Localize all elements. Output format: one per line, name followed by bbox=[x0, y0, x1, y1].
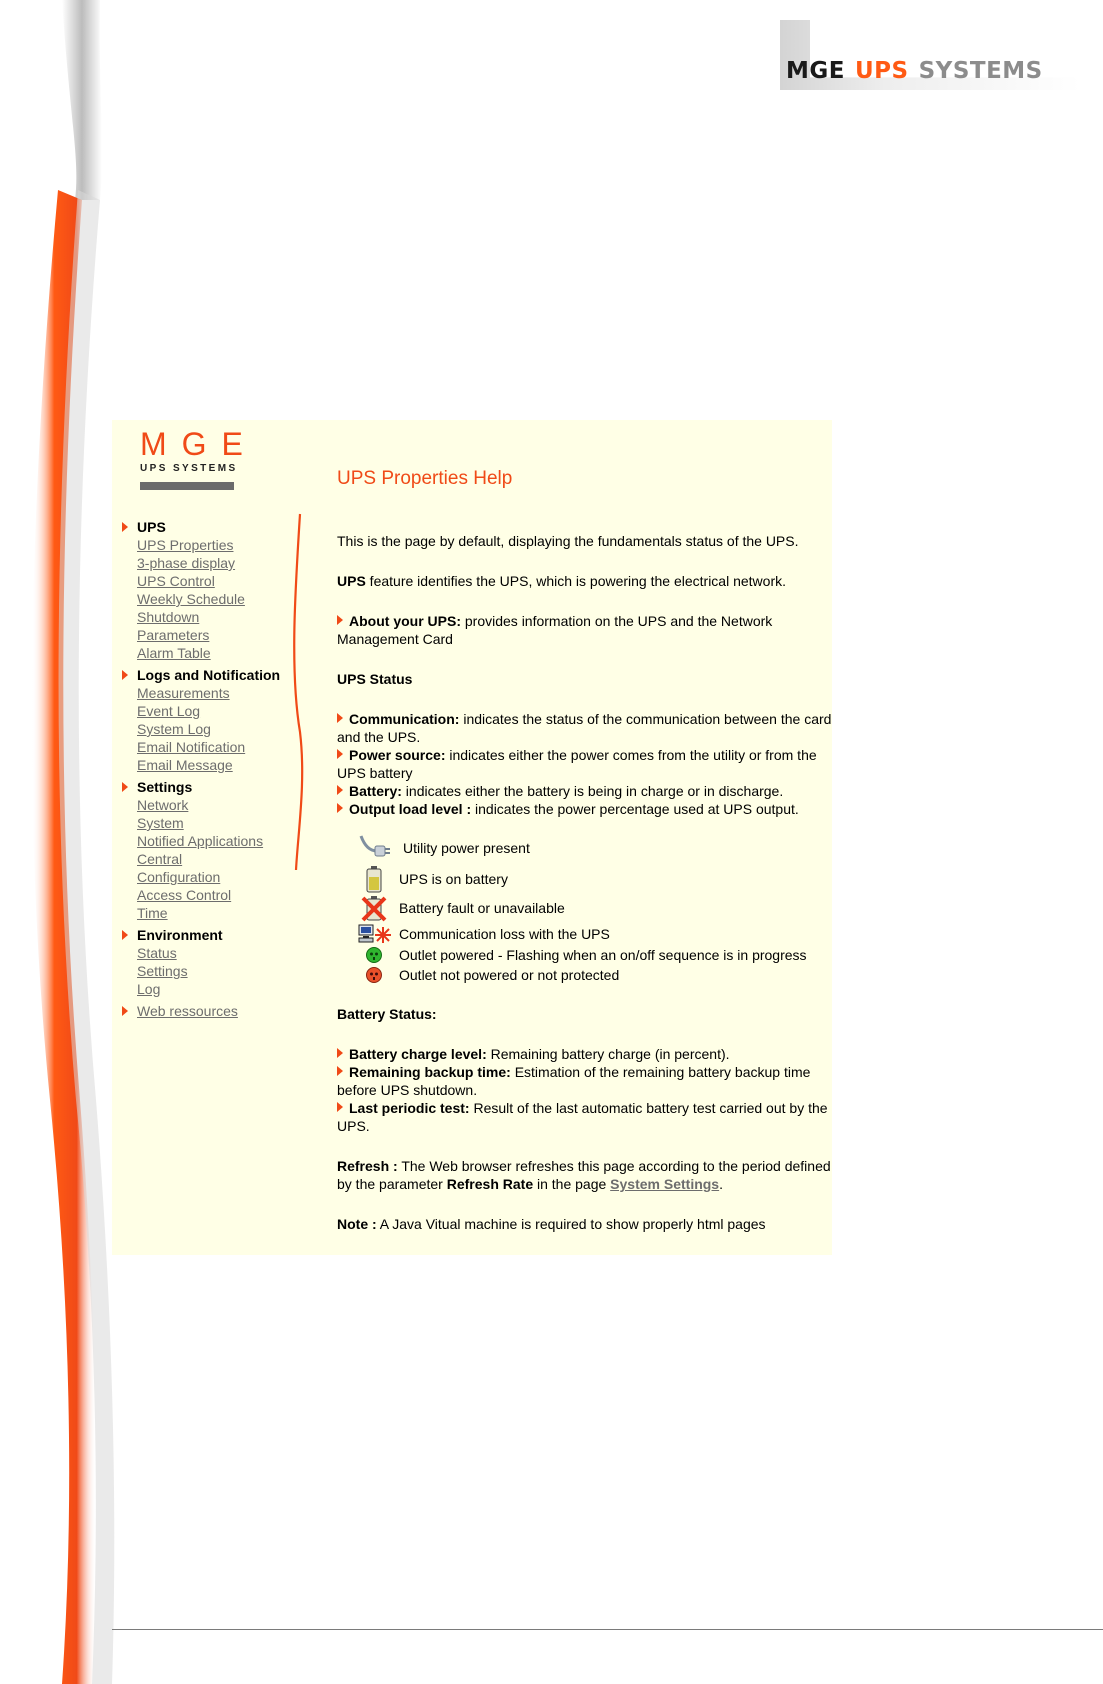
nav-link-access-control[interactable]: Access Control bbox=[137, 887, 232, 903]
legend-on-battery-label: UPS is on battery bbox=[399, 870, 508, 887]
nav-link-central[interactable]: Central bbox=[137, 851, 183, 867]
backup-time-description: Remaining backup time: Estimation of the remaining battery backup time before UPS shutdown. bbox=[337, 1064, 811, 1098]
system-settings-link[interactable]: System Settings bbox=[610, 1176, 720, 1192]
nav-link-web-ressources[interactable]: Web ressources bbox=[137, 1003, 238, 1019]
battery-fault-icon bbox=[349, 894, 399, 922]
page-title: UPS Properties Help bbox=[337, 468, 513, 489]
ups-description: UPS feature identifies the UPS, which is powering the electrical network. bbox=[337, 573, 787, 589]
nav-link-shutdown[interactable]: Shutdown bbox=[137, 609, 200, 625]
nav-section-logs bbox=[120, 666, 310, 774]
legend-row-outlet-off bbox=[349, 965, 837, 985]
help-panel bbox=[112, 420, 832, 1255]
panel-logo-mge: MGE bbox=[140, 426, 258, 462]
bullet-arrow-icon bbox=[337, 803, 343, 813]
status-icon-legend bbox=[349, 832, 837, 985]
header-logo-text bbox=[786, 58, 1043, 84]
nav-link-event-log[interactable]: Event Log bbox=[137, 703, 201, 719]
power-source-description: Power source: indicates either the power comes from the utility or from the UPS battery bbox=[337, 747, 817, 781]
legend-row-on-battery bbox=[349, 864, 837, 893]
panel-logo bbox=[140, 426, 258, 495]
nav-head-ups: UPS bbox=[120, 518, 310, 536]
arrow-icon bbox=[122, 522, 128, 532]
communication-loss-icon bbox=[349, 923, 399, 945]
battery-charge-description: Battery charge level: Remaining battery charge (in percent). bbox=[337, 1045, 837, 1063]
header-logo bbox=[780, 20, 1080, 90]
arrow-icon bbox=[122, 670, 128, 680]
legend-row-outlet-on bbox=[349, 945, 837, 965]
logo-ups: UPS bbox=[854, 58, 909, 84]
nav-section-settings bbox=[120, 778, 310, 922]
nav-link-email-notification[interactable]: Email Notification bbox=[137, 739, 246, 755]
arrow-icon bbox=[122, 782, 128, 792]
nav-item-web-ressources bbox=[120, 1002, 310, 1020]
legend-row-utility bbox=[349, 832, 837, 864]
nav-section-environment bbox=[120, 926, 310, 998]
nav-link-system-log[interactable]: System Log bbox=[137, 721, 211, 737]
nav-link-network[interactable]: Network bbox=[137, 797, 189, 813]
battery-description: Battery: indicates either the battery is being in charge or in discharge. bbox=[337, 782, 837, 800]
legend-outlet-on-label: Outlet powered - Flashing when an on/off sequence is in progress bbox=[399, 947, 807, 963]
logo-systems: SYSTEMS bbox=[918, 58, 1043, 84]
nav-head-logs: Logs and Notification bbox=[120, 666, 310, 684]
left-decorative-swoosh bbox=[0, 0, 120, 1684]
nav-link-weekly-schedule[interactable]: Weekly Schedule bbox=[137, 591, 245, 607]
legend-comm-loss-label: Communication loss with the UPS bbox=[399, 925, 610, 942]
nav-link-3-phase-display[interactable]: 3-phase display bbox=[137, 555, 236, 571]
legend-utility-label: Utility power present bbox=[403, 840, 530, 856]
nav-section-ups bbox=[120, 518, 310, 662]
nav-link-measurements[interactable]: Measurements bbox=[137, 685, 230, 701]
sidebar-nav bbox=[120, 518, 310, 1020]
panel-logo-bar bbox=[140, 482, 234, 490]
nav-link-ups-control[interactable]: UPS Control bbox=[137, 573, 215, 589]
bullet-arrow-icon bbox=[337, 749, 343, 759]
bullet-arrow-icon bbox=[337, 615, 343, 625]
bullet-arrow-icon bbox=[337, 1066, 343, 1076]
arrow-icon bbox=[122, 930, 128, 940]
utility-plug-icon bbox=[349, 833, 399, 863]
nav-link-parameters[interactable]: Parameters bbox=[137, 627, 210, 643]
bullet-arrow-icon bbox=[337, 1048, 343, 1058]
bullet-arrow-icon bbox=[337, 785, 343, 795]
nav-head-settings: Settings bbox=[120, 778, 310, 796]
logo-mge: MGE bbox=[786, 58, 845, 84]
intro-text: This is the page by default, displaying the fundamentals status of the UPS. bbox=[337, 533, 799, 549]
outlet-not-powered-icon bbox=[349, 966, 399, 984]
legend-row-fault bbox=[349, 893, 837, 922]
arrow-icon bbox=[122, 1006, 128, 1016]
nav-link-ups-properties[interactable]: UPS Properties bbox=[137, 537, 234, 553]
periodic-test-description: Last periodic test: Result of the last automatic battery test carried out by the UPS. bbox=[337, 1100, 828, 1134]
nav-link-env-status[interactable]: Status bbox=[137, 945, 177, 961]
bullet-arrow-icon bbox=[337, 713, 343, 723]
ups-status-heading: UPS Status bbox=[337, 671, 413, 687]
nav-link-alarm-table[interactable]: Alarm Table bbox=[137, 645, 211, 661]
nav-link-configuration[interactable]: Configuration bbox=[137, 869, 221, 885]
battery-status-heading: Battery Status: bbox=[337, 1006, 437, 1022]
battery-icon bbox=[349, 865, 399, 893]
refresh-description: Refresh : The Web browser refreshes this page according to the period defined by the parameter Refresh Rate in the page System Settings. bbox=[337, 1158, 831, 1192]
help-content bbox=[337, 468, 837, 1255]
legend-fault-label: Battery fault or unavailable bbox=[399, 899, 565, 916]
outlet-powered-icon bbox=[349, 946, 399, 964]
nav-link-time[interactable]: Time bbox=[137, 905, 168, 921]
bullet-arrow-icon bbox=[337, 1102, 343, 1112]
nav-link-email-message[interactable]: Email Message bbox=[137, 757, 233, 773]
footer-divider bbox=[112, 1629, 1103, 1630]
communication-description: Communication: indicates the status of the communication between the card and the UPS. bbox=[337, 711, 832, 745]
about-ups-description: About your UPS: provides information on the UPS and the Network Management Card bbox=[337, 613, 773, 647]
output-load-description: Output load level : indicates the power percentage used at UPS output. bbox=[337, 800, 837, 818]
legend-outlet-off-label: Outlet not powered or not protected bbox=[399, 967, 620, 983]
nav-link-notified-applications[interactable]: Notified Applications bbox=[137, 833, 264, 849]
panel-logo-sub: UPS SYSTEMS bbox=[140, 463, 238, 474]
nav-link-system[interactable]: System bbox=[137, 815, 184, 831]
nav-head-environment: Environment bbox=[120, 926, 310, 944]
legend-row-comm-loss bbox=[349, 922, 837, 945]
note-text: Note : A Java Vitual machine is required to show properly html pages bbox=[337, 1216, 766, 1232]
nav-link-env-log[interactable]: Log bbox=[137, 981, 161, 997]
nav-link-env-settings[interactable]: Settings bbox=[137, 963, 188, 979]
